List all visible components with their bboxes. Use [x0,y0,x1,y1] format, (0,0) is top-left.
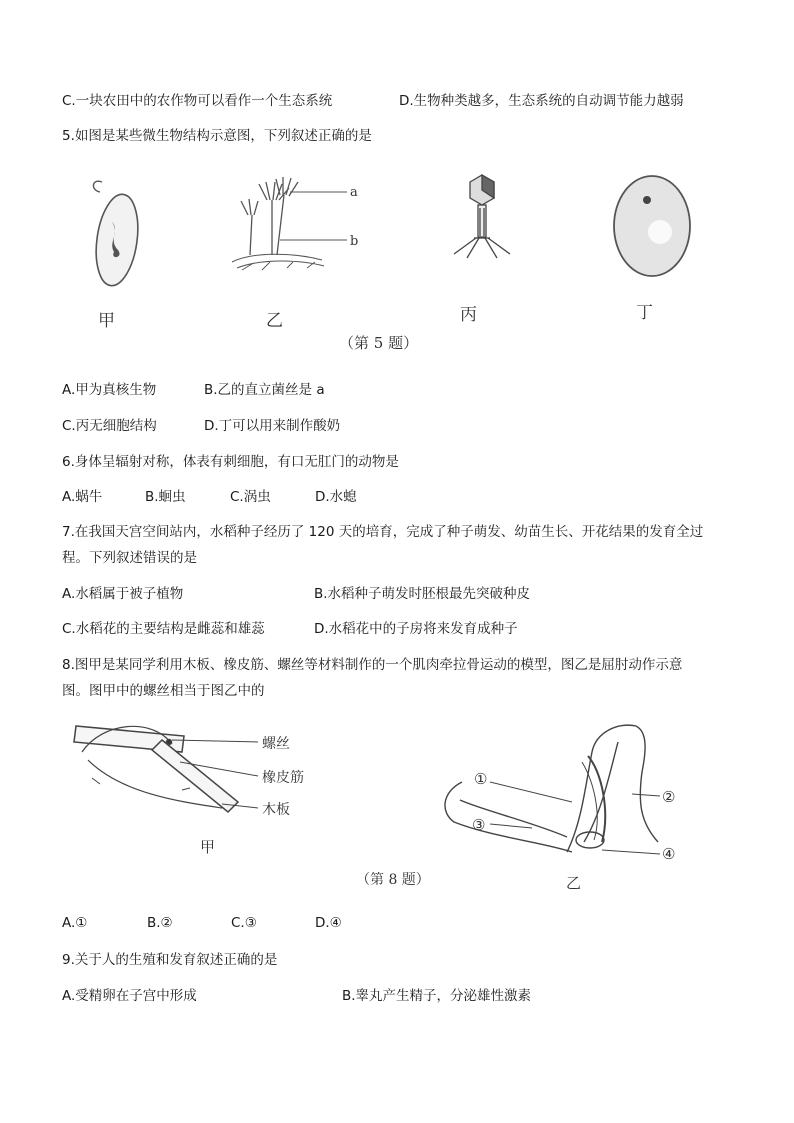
arm-drawing [445,725,660,854]
q8-option-a: A.① [62,915,88,931]
q7-option-c: C.水稻花的主要结构是雌蕊和雄蕊 [62,621,265,637]
label-rubber-band: 橡皮筋 [262,770,304,786]
q8-option-c: C.③ [231,915,257,931]
pointer-a-label: a [350,185,358,200]
fig5-caption: （第 5 题） [339,334,419,352]
q6-option-d: D.水螅 [315,489,357,505]
arm-num-4: ④ [662,845,676,863]
mold-drawing [232,177,347,270]
q8-option-b: B.② [147,915,173,931]
q5-option-a: A.甲为真核生物 [62,382,157,398]
q4-option-c: C.一块农田中的农作物可以看作一个生态系统 [62,93,333,109]
fig5-label-ding: 丁 [636,303,653,323]
q9-option-b: B.睾丸产生精子，分泌雄性激素 [342,988,532,1004]
muscle-model-drawing [74,726,258,812]
q8-option-d: D.④ [315,915,342,931]
q5-diagram [62,160,752,360]
q6-stem: 6.身体呈辐射对称，体表有刺细胞，有口无肛门的动物是 [62,454,399,470]
arm-num-3: ③ [472,816,486,834]
fig5-label-bing: 丙 [460,305,477,325]
label-screw: 螺丝 [262,736,290,752]
fig8-caption: （第 8 题） [356,872,430,888]
arm-num-1: ① [474,770,488,788]
q9-stem: 9.关于人的生殖和发育叙述正确的是 [62,952,278,968]
yeast-drawing [614,176,690,276]
q7-stem-line2: 程。下列叙述错误的是 [62,550,197,566]
q6-option-c: C.涡虫 [230,489,271,505]
q6-option-b: B.蛔虫 [145,489,186,505]
q8-figure [62,712,752,892]
q5-option-b: B.乙的直立菌丝是 a [204,382,325,398]
q7-option-a: A.水稻属于被子植物 [62,586,184,602]
q6-option-a: A.蜗牛 [62,489,103,505]
q5-stem: 5.如图是某些微生物结构示意图，下列叙述正确的是 [62,128,372,144]
q8-stem-line2: 图。图甲中的螺丝相当于图乙中的 [62,683,265,699]
q9-option-a: A.受精卵在子宫中形成 [62,988,197,1004]
q7-option-d: D.水稻花中的子房将来发育成种子 [314,621,518,637]
pointer-b-label: b [350,234,359,249]
q7-stem-line1: 7.在我国天宫空间站内，水稻种子经历了 120 天的培育，完成了种子萌发、幼苗生长、开花结果的发育全过 [62,524,704,540]
q5-option-d: D.丁可以用来制作酸奶 [204,418,341,434]
label-jia: 甲 [200,838,216,856]
label-yi: 乙 [566,874,582,892]
q5-option-c: C.丙无细胞结构 [62,418,157,434]
arm-num-2: ② [662,788,676,806]
q4-option-d: D.生物种类越多，生态系统的自动调节能力越弱 [399,93,684,109]
q7-option-b: B.水稻种子萌发时胚根最先突破种皮 [314,586,531,602]
fig5-label-yi: 乙 [266,311,283,331]
label-board: 木板 [262,802,290,818]
q5-figure [62,160,752,360]
q8-diagram [62,712,752,892]
phage-drawing [454,175,510,258]
bacterium-drawing [91,181,143,288]
q8-stem-line1: 8.图甲是某同学利用木板、橡皮筋、螺丝等材料制作的一个肌肉牵拉骨运动的模型，图乙是屈肘动作示意 [62,657,683,673]
fig5-label-jia: 甲 [98,311,115,331]
